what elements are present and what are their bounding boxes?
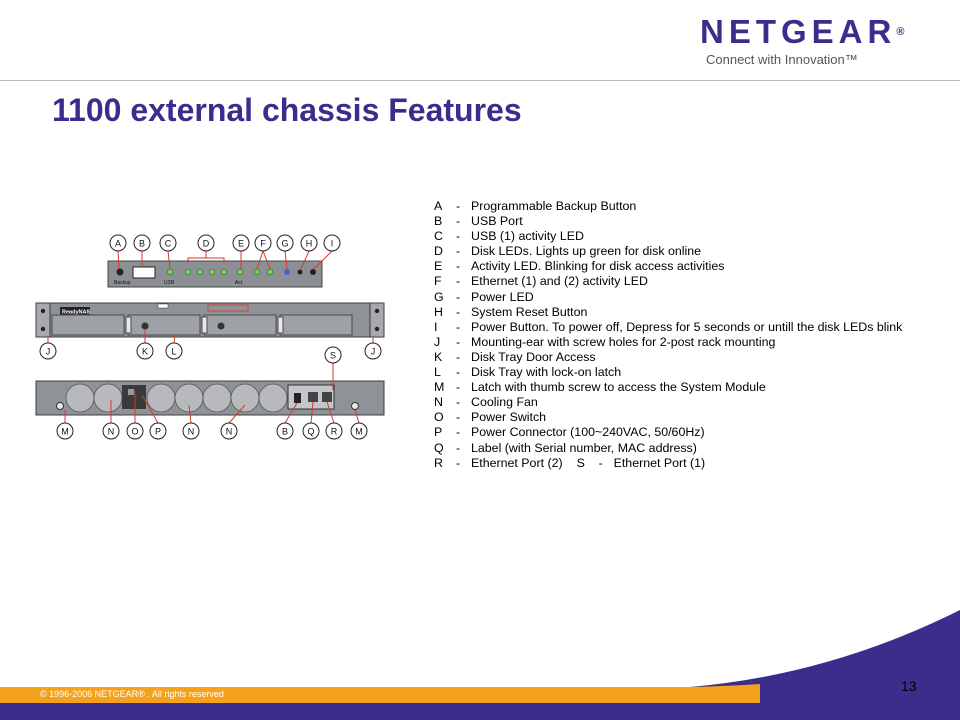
legend-dash: - (456, 214, 461, 229)
legend-letter: S (576, 455, 585, 470)
usb-port-shape (133, 267, 155, 278)
legend-row (434, 456, 902, 471)
legend-text: Mounting-ear with screw holes for 2-post rack mounting (471, 334, 776, 349)
callout-label-front: S (329, 350, 337, 361)
legend-dash: - (456, 410, 461, 425)
legend-row (434, 274, 902, 289)
callout-label-rear: B (281, 426, 289, 437)
legend-dash: - (456, 334, 461, 349)
legend-dash: - (456, 274, 461, 289)
callout-label-top: D (202, 238, 210, 249)
panel-label-act: Act (235, 280, 243, 286)
legend-text: Latch with thumb screw to access the System Module (471, 380, 766, 395)
legend-text: Programmable Backup Button (471, 199, 637, 213)
legend-text: Disk Tray Door Access (471, 349, 596, 364)
legend-dash: - (456, 199, 461, 213)
legend-letter: D (434, 244, 443, 259)
legend-text: Cooling Fan (471, 395, 538, 410)
legend-letter: B (434, 214, 443, 229)
legend-letter: J (434, 334, 441, 349)
logo-registered-mark: ® (896, 26, 905, 38)
legend-letter: E (434, 259, 443, 274)
power-button-shape (310, 269, 316, 275)
footer-wave (0, 610, 960, 720)
legend-letter: P (434, 425, 443, 440)
legend-dash: - (456, 349, 461, 364)
legend-dash: - (456, 289, 461, 304)
callout-label-top: C (164, 238, 172, 249)
legend-letter: O (434, 410, 444, 425)
legend-dash: - (456, 319, 461, 334)
legend-row (434, 380, 902, 395)
legend-row (434, 395, 902, 410)
legend-dash: - (456, 455, 461, 470)
callout-label-rear: N (187, 426, 195, 437)
legend-dash: - (456, 440, 461, 455)
legend-row (434, 199, 902, 214)
legend-dash: - (456, 380, 461, 395)
legend-text: Label (with Serial number, MAC address) (471, 440, 697, 455)
logo-wordmark: NETGEAR (700, 13, 897, 50)
legend-row (434, 425, 902, 440)
legend-dash: - (456, 395, 461, 410)
legend-letter: M (434, 380, 445, 395)
callout-label-rear: R (330, 426, 338, 437)
legend-letter: N (434, 395, 443, 410)
legend-row (434, 244, 902, 259)
callout-label-rear: N (107, 426, 115, 437)
legend-row (434, 214, 902, 229)
chassis-diagram (30, 225, 390, 445)
legend-letter: F (434, 274, 442, 289)
legend-dash: - (456, 244, 461, 259)
legend-dash: - (456, 229, 461, 244)
legend-letter: C (434, 229, 443, 244)
legend-dash: - (456, 365, 461, 380)
legend-row (434, 290, 902, 305)
legend-text: USB (1) activity LED (471, 229, 584, 244)
slide-title: 1100 external chassis Features (52, 92, 522, 128)
callout-label-front: L (171, 346, 177, 357)
netgear-logo (700, 14, 940, 67)
legend-dash: - (456, 259, 461, 274)
legend-text: Disk LEDs. Lights up green for disk online (471, 244, 702, 259)
callout-label-front: J (45, 346, 51, 357)
callout-label-rear: Q (307, 426, 315, 437)
legend-text: Ethernet Port (1) (613, 455, 706, 470)
copyright-notice: © 1996-2006 NETGEAR® . All rights reserved (40, 689, 224, 699)
callout-label-front: J (370, 346, 376, 357)
legend-text: Power LED (471, 289, 534, 304)
backup-button-shape (117, 269, 124, 276)
panel-label-backup: Backup (114, 280, 131, 286)
callout-label-top: F (260, 238, 266, 249)
callout-label-rear: P (154, 426, 162, 437)
legend-letter: R (434, 455, 443, 470)
legend-dash: - (456, 425, 461, 440)
callout-label-top: I (330, 238, 334, 249)
legend-text: USB Port (471, 214, 523, 229)
legend-row (434, 441, 902, 456)
header-divider (0, 80, 960, 81)
panel-label-usb: USB (164, 280, 175, 286)
legend-text: System Reset Button (471, 304, 588, 319)
legend-text: Power Connector (100~240VAC, 50/60Hz) (471, 425, 705, 440)
callout-label-rear: N (225, 426, 233, 437)
legend-row (434, 335, 902, 350)
legend-letter: G (434, 289, 444, 304)
page-number: 13 (901, 678, 917, 694)
legend-row (434, 365, 902, 380)
legend-letter: A (434, 199, 443, 213)
callout-label-rear: O (131, 426, 139, 437)
callout-label-front: K (141, 346, 149, 357)
legend-letter: Q (434, 440, 444, 455)
legend-text: Ethernet Port (2) (471, 455, 563, 470)
legend-row (434, 229, 902, 244)
legend-dash: - (598, 455, 603, 470)
legend-letter: I (434, 319, 438, 334)
legend-dash: - (456, 304, 461, 319)
legend-text: Power Switch (471, 410, 547, 425)
legend-row (434, 259, 902, 274)
legend-letter: L (434, 365, 441, 380)
reset-button-shape (298, 270, 303, 275)
callout-label-top: E (237, 238, 245, 249)
legend-text: Activity LED. Blinking for disk access activities (471, 259, 725, 274)
callout-label-rear: M (61, 426, 69, 437)
logo-tagline: Connect with Innovation™ (706, 52, 858, 67)
legend-letter: K (434, 349, 443, 364)
legend-row (434, 305, 902, 320)
callout-label-top: A (114, 238, 122, 249)
chassis-brand-badge: ReadyNAS (62, 309, 91, 316)
power-module (122, 385, 146, 409)
legend-text: Ethernet (1) and (2) activity LED (471, 274, 648, 289)
legend-row (434, 350, 902, 365)
legend-letter: H (434, 304, 443, 319)
legend-row (434, 320, 902, 335)
callout-label-top: H (305, 238, 313, 249)
power-led-shape (284, 269, 290, 275)
feature-legend (434, 199, 902, 471)
callout-label-top: G (281, 238, 289, 249)
callout-label-top: B (138, 238, 146, 249)
legend-row (434, 410, 902, 425)
callout-label-rear: M (355, 426, 363, 437)
legend-text: Power Button. To power off, Depress for 5 seconds or untill the disk LEDs blink (471, 319, 903, 334)
legend-text: Disk Tray with lock-on latch (471, 365, 622, 380)
